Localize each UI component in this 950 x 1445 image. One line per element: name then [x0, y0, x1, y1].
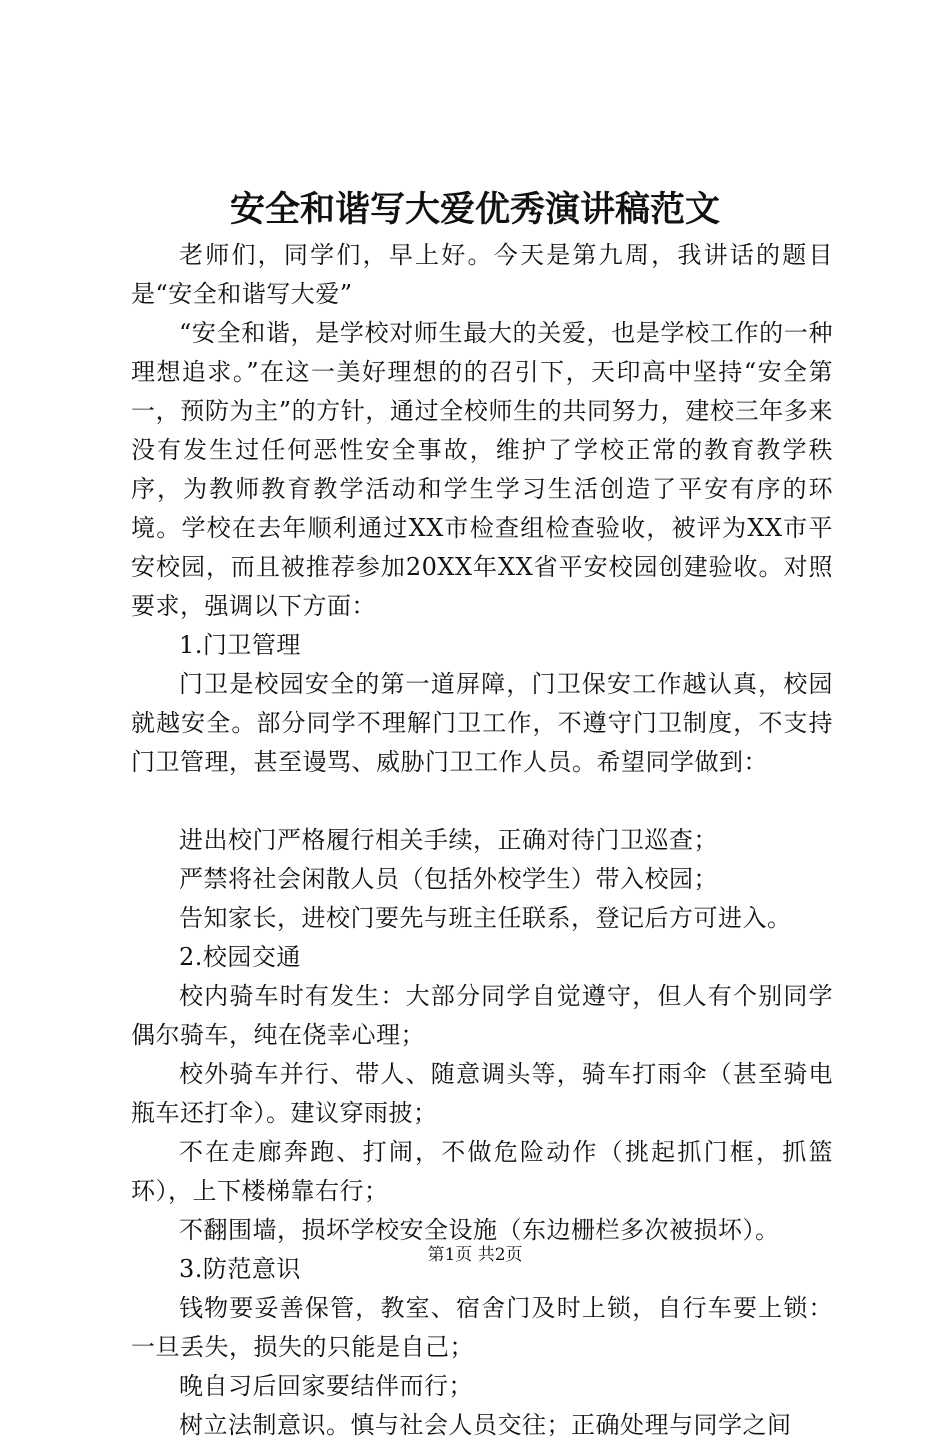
list-item: 不翻围墙，损坏学校安全设施（东边栅栏多次被损坏）。 [179, 1216, 780, 1244]
page-footer: 第1页 共2页 [427, 1245, 523, 1265]
list-item: 晚自习后回家要结伴而行； [179, 1372, 473, 1400]
paragraph: 门卫是校园安全的第一道屏障，门卫保安工作越认真，校园就越安全。部分同学不理解门卫工作，不遵守门卫制度，不支持门卫管理，甚至谩骂、威胁门卫工作人员。希望同学做到： [131, 670, 833, 776]
section-heading: 1.门卫管理 [179, 631, 301, 659]
list-item: 树立法制意识。慎与社会人员交往；正确处理与同学之间 [179, 1411, 792, 1439]
list-item: 严禁将社会闲散人员（包括外校学生）带入校园； [179, 865, 718, 893]
list-item: 校外骑车并行、带人、随意调头等，骑车打雨伞（甚至骑电瓶车还打伞）。建议穿雨披； [131, 1060, 833, 1127]
list-item: 不在走廊奔跑、打闹，不做危险动作（挑起抓门框，抓篮环），上下楼梯靠右行； [131, 1138, 833, 1205]
list-item: 进出校门严格履行相关手续，正确对待门卫巡查； [179, 826, 718, 854]
list-item: 告知家长，进校门要先与班主任联系，登记后方可进入。 [179, 904, 792, 932]
section-heading: 3.防范意识 [179, 1255, 301, 1283]
paragraph: “安全和谐，是学校对师生最大的关爱，也是学校工作的一种理想追求。”在这一美好理想的的召引下，天印高中坚持“安全第一，预防为主”的方针，通过全校师生的共同努力，建校三年多来没有发生过任何恶性安全事故，维护了学校正常的教育教学秩序，为教师教育教学活动和学生学习生活创造了平安有序的环境。学校在去年顺利通过XX市检查组检查验收，被评为XX市平安校园，而且被推荐参加20XX年XX省平安校园创建验收。对照要求，强调以下方面： [131, 319, 833, 620]
section-heading: 2.校园交通 [179, 943, 301, 971]
list-item: 校内骑车时有发生：大部分同学自觉遵守，但人有个别同学偶尔骑车，纯在侥幸心理； [131, 982, 833, 1049]
document-title: 安全和谐写大爱优秀演讲稿范文 [229, 189, 720, 230]
list-item: 钱物要妥善保管，教室、宿舍门及时上锁，自行车要上锁：一旦丢失，损失的只能是自己； [131, 1294, 833, 1361]
blank-line [131, 782, 833, 821]
paragraph: 老师们，同学们，早上好。今天是第九周，我讲话的题目是“安全和谐写大爱” [131, 241, 833, 308]
